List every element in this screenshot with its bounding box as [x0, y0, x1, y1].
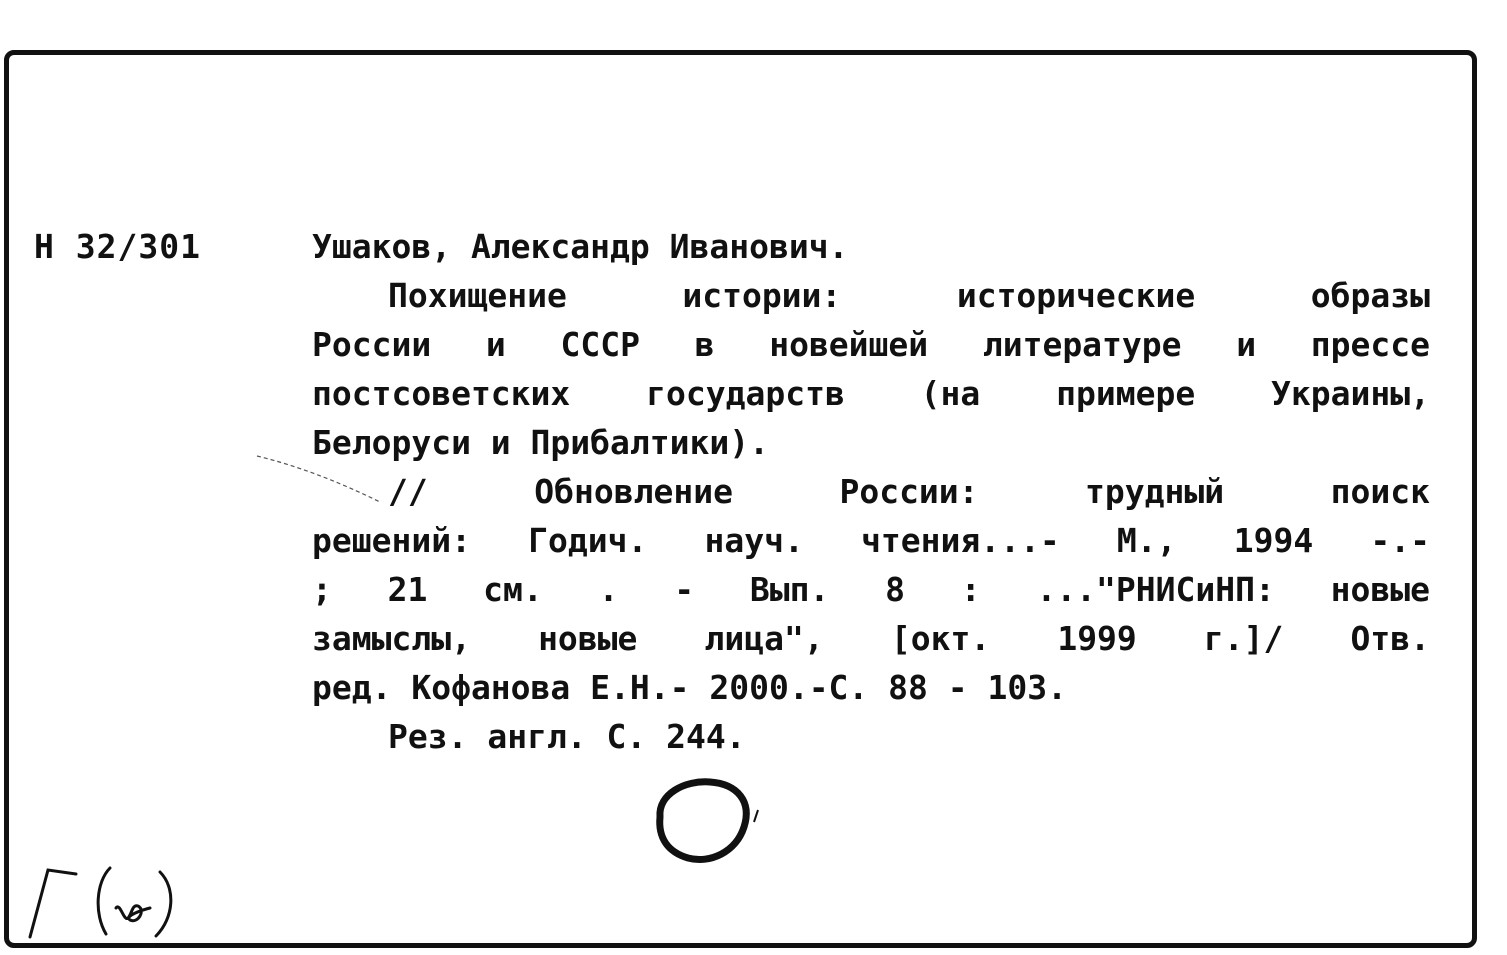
- title-line-1: Похищение истории: исторические образы: [388, 276, 1430, 315]
- source-line-3: ; 21 см. . - Вып. 8 : ..."РНИСиНП: новые: [312, 570, 1430, 609]
- bibliographic-entry: [312, 222, 1430, 761]
- pencil-dash-mark: [255, 450, 385, 510]
- author-heading: Ушаков, Александр Иванович.: [312, 227, 849, 266]
- stamp-circle-icon: [640, 772, 770, 872]
- source-line-1: // Обновление России: трудный поиск: [388, 472, 1430, 511]
- summary-note: Рез. англ. С. 244.: [388, 717, 746, 756]
- title-line-3: постсоветских государств (на примере Украины,: [312, 374, 1430, 413]
- source-line-2: решений: Годич. науч. чтения...- М., 1994 -.-: [312, 521, 1430, 560]
- title-line-2: России и СССР в новейшей литературе и прессе: [312, 325, 1430, 364]
- source-line-5: ред. Кофанова Е.Н.- 2000.-С. 88 - 103.: [312, 668, 1067, 707]
- call-number: Н 32/301: [34, 227, 201, 266]
- title-line-4: Белоруси и Прибалтики).: [312, 423, 769, 462]
- handwritten-mark: [20, 862, 190, 942]
- source-line-4: замыслы, новые лица", [окт. 1999 г.]/ Отв.: [312, 619, 1430, 658]
